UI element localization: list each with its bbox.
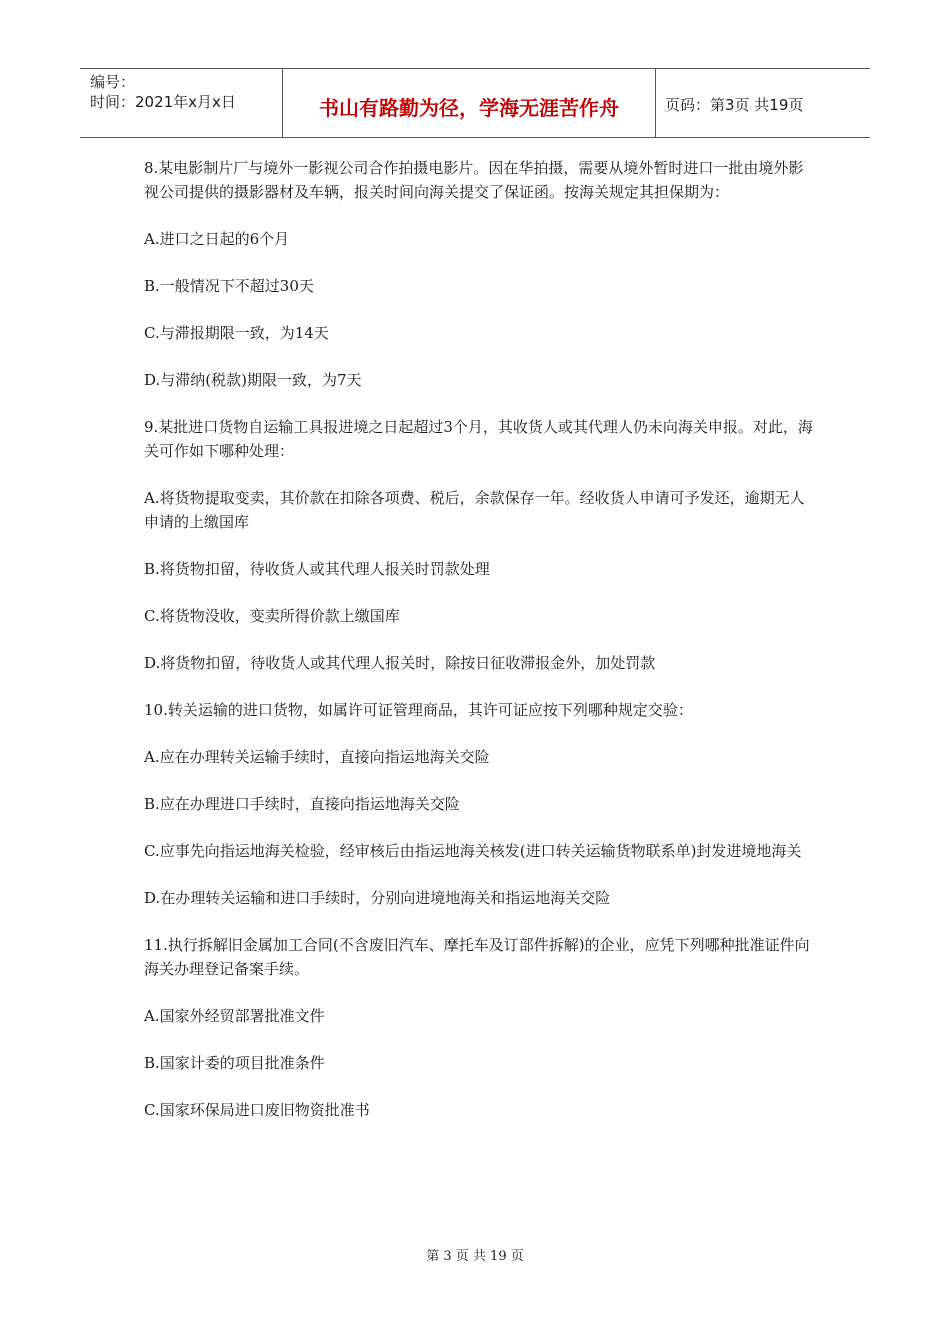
question-10-option-a: A.应在办理转关运输手续时，直接向指运地海关交险 — [144, 748, 490, 766]
question-8-option-c: C.与滞报期限一致，为14天 — [144, 324, 329, 342]
question-9-option-a: A.将货物提取变卖，其价款在扣除各项费、税后，余款保存一年。经收货人申请可予发还，逾期无人申请的上缴国库 — [144, 489, 805, 531]
question-8-option-b: B.一般情况下不超过30天 — [144, 277, 314, 295]
question-8: 8.某电影制片厂与境外一影视公司合作拍摄电影片。因在华拍摄，需要从境外暂时进口一批由境外影视公司提供的摄影器材及车辆，报关时间向海关提交了保证函。按海关规定其担保期为： — [144, 159, 804, 201]
question-10-option-b: B.应在办理进口手续时，直接向指运地海关交险 — [144, 795, 460, 813]
document-body — [144, 156, 814, 1122]
question-9-option-c: C.将货物没收，变卖所得价款上缴国库 — [144, 607, 400, 625]
question-11: 11.执行拆解旧金属加工合同(不含废旧汽车、摩托车及订部件拆解)的企业，应凭下列哪种批准证件向海关办理登记备案手续。 — [144, 936, 810, 978]
question-11-option-b: B.国家计委的项目批准条件 — [144, 1054, 325, 1072]
header-right-cell — [655, 69, 870, 137]
question-8-option-d: D.与滞纳(税款)期限一致，为7天 — [144, 371, 362, 389]
question-11-option-a: A.国家外经贸部署批准文件 — [144, 1007, 325, 1025]
header-motto: 书山有路勤为径，学海无涯苦作舟 — [319, 96, 619, 120]
header-motto-cell — [282, 69, 656, 137]
question-11-option-c: C.国家环保局进口废旧物资批准书 — [144, 1101, 370, 1119]
header-page-code: 页码：第3页 共19页 — [665, 96, 804, 114]
question-10-option-c: C.应事先向指运地海关检验，经审核后由指运地海关核发(进口转关运输货物联系单)封发进境地海关 — [144, 842, 802, 860]
question-9-option-b: B.将货物扣留，待收货人或其代理人报关时罚款处理 — [144, 560, 490, 578]
page-header — [80, 68, 870, 138]
document-time-label: 时间：2021年x月x日 — [90, 93, 236, 111]
question-9-option-d: D.将货物扣留，待收货人或其代理人报关时，除按日征收滞报金外，加处罚款 — [144, 654, 656, 672]
page-footer: 第 3 页 共 19 页 — [426, 1249, 524, 1264]
question-10-option-d: D.在办理转关运输和进口手续时，分别向进境地海关和指运地海关交险 — [144, 889, 611, 907]
header-left-cell — [80, 69, 281, 137]
document-number-label: 编号： — [90, 73, 136, 91]
question-8-option-a: A.进口之日起的6个月 — [144, 230, 290, 248]
question-10: 10.转关运输的进口货物，如属许可证管理商品，其许可证应按下列哪种规定交验： — [144, 701, 693, 719]
question-9: 9.某批进口货物自运输工具报进境之日起超过3个月，其收货人或其代理人仍未向海关申报。对此，海关可作如下哪种处理： — [144, 418, 813, 460]
